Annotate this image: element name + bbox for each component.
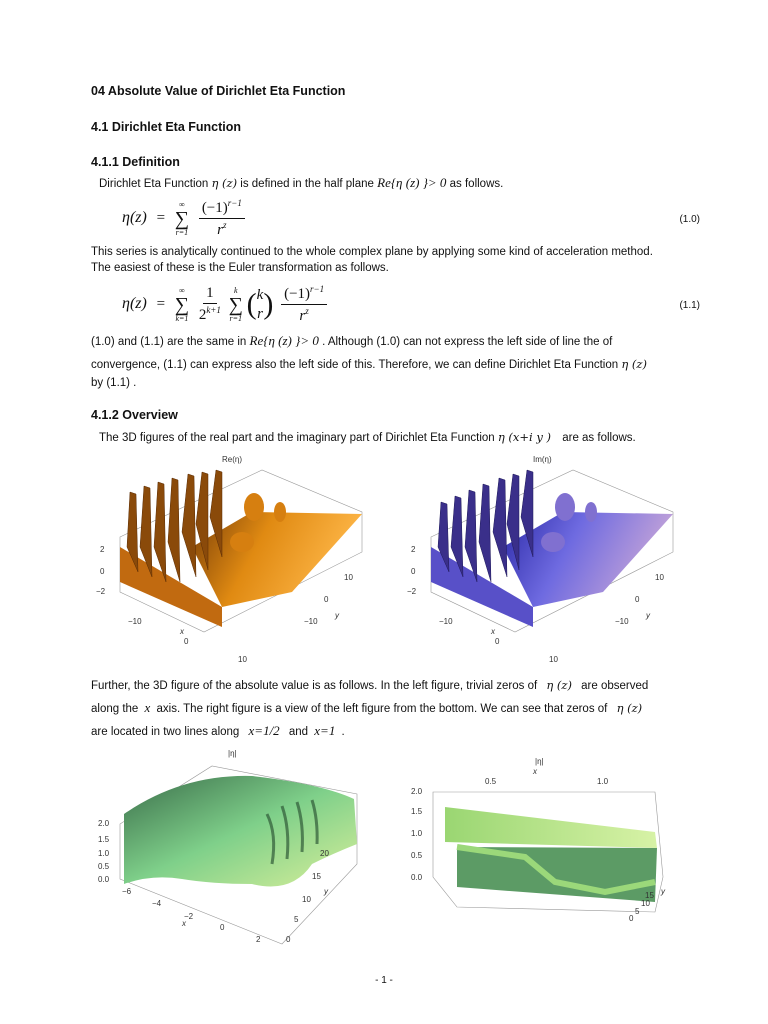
svg-text:15: 15 bbox=[312, 872, 321, 881]
svg-text:−10: −10 bbox=[615, 617, 629, 626]
svg-text:10: 10 bbox=[641, 899, 650, 908]
x-axis-ticks bbox=[122, 887, 261, 944]
z-axis-ticks bbox=[411, 787, 423, 882]
svg-text:1.0: 1.0 bbox=[597, 777, 609, 786]
y-axis-ticks bbox=[304, 573, 353, 626]
svg-text:2.0: 2.0 bbox=[411, 787, 423, 796]
svg-text:0.0: 0.0 bbox=[98, 875, 110, 884]
figure-title: Im(η) bbox=[533, 455, 552, 464]
subsection-heading-overview: 4.1.2 Overview bbox=[91, 408, 178, 422]
svg-text:0: 0 bbox=[629, 914, 634, 922]
svg-text:0: 0 bbox=[635, 595, 640, 604]
svg-text:−2: −2 bbox=[96, 587, 106, 596]
svg-text:0: 0 bbox=[100, 567, 105, 576]
figure-absolute-value-3d bbox=[92, 744, 367, 949]
equation-label-1-0: (1.0) bbox=[679, 214, 700, 225]
summation: ∞ ∑ r=1 bbox=[174, 199, 190, 237]
svg-text:0: 0 bbox=[411, 567, 416, 576]
svg-text:−10: −10 bbox=[304, 617, 318, 626]
svg-text:0.5: 0.5 bbox=[411, 851, 423, 860]
svg-text:x: x bbox=[180, 627, 184, 636]
svg-text:1.0: 1.0 bbox=[98, 849, 110, 858]
figure-title: Re(η) bbox=[222, 455, 243, 464]
svg-text:1.0: 1.0 bbox=[411, 829, 423, 838]
equation-1-0: η(z) = ∞ ∑ r=1 $\frac{(-1)^{r-1}}{r^z}$ bbox=[122, 198, 245, 239]
svg-text:−6: −6 bbox=[122, 887, 132, 896]
svg-text:1.5: 1.5 bbox=[411, 807, 423, 816]
svg-text:10: 10 bbox=[655, 573, 664, 582]
section-heading: 4.1 Dirichlet Eta Function bbox=[91, 120, 242, 134]
svg-text:15: 15 bbox=[645, 891, 654, 900]
svg-text:1.5: 1.5 bbox=[98, 835, 110, 844]
binomial: k r bbox=[256, 286, 264, 322]
svg-text:2: 2 bbox=[256, 935, 261, 944]
svg-text:y: y bbox=[661, 887, 665, 896]
paragraph-absolute-value: Further, the 3D figure of the absolute value is as follows. In the left figure, trivial zeros of η (z) are observed along the x axis. The right figure is a view of the left figure from the bottom. We can see that zeros of η (z) are located in two lines along x=1/2 and x=1 . bbox=[91, 678, 649, 738]
svg-text:x: x bbox=[182, 919, 186, 928]
svg-text:0: 0 bbox=[495, 637, 500, 646]
svg-text:5: 5 bbox=[635, 907, 640, 916]
svg-text:−10: −10 bbox=[439, 617, 453, 626]
svg-text:0: 0 bbox=[324, 595, 329, 604]
svg-text:0: 0 bbox=[184, 637, 189, 646]
svg-text:0.0: 0.0 bbox=[411, 873, 423, 882]
svg-text:0: 0 bbox=[286, 935, 291, 944]
svg-text:10: 10 bbox=[549, 655, 558, 664]
svg-text:−2: −2 bbox=[184, 912, 194, 921]
z-axis-ticks bbox=[98, 819, 110, 884]
eta-z: η (z) bbox=[211, 176, 238, 190]
y-axis-ticks bbox=[615, 573, 664, 626]
z-axis-ticks bbox=[407, 545, 417, 596]
figure-title: |η| bbox=[535, 757, 544, 766]
svg-text:10: 10 bbox=[238, 655, 247, 664]
svg-text:−2: −2 bbox=[407, 587, 417, 596]
subsection-heading-definition: 4.1.1 Definition bbox=[91, 155, 180, 169]
figure-title: |η| bbox=[228, 749, 237, 758]
paragraph-continuation: This series is analytically continued to the whole complex plane by applying some kind of acceleration method. The easiest of these is the Euler transformation as follows. bbox=[91, 246, 653, 274]
svg-text:y: y bbox=[335, 611, 339, 620]
equation-1-1: η(z) = ∞ ∑ k=1 $\frac{1}{2^{k+1}}$ k ∑ r=1 ( k r ) $\frac{(-1)^{r-1}}{r^z}$ bbox=[122, 284, 327, 325]
equation-label-1-1: (1.1) bbox=[679, 300, 700, 311]
figure-absolute-value-bottom-view bbox=[405, 752, 675, 922]
paragraph-equivalence: (1.0) and (1.1) are the same in Re{η (z) }> 0 . Although (1.0) can not express the left side of line the of convergence, (1.1) can express also the left side of this. Therefore, we can define Dirichlet Eta Function η (z) by (1.1) . bbox=[91, 333, 647, 389]
z-axis-ticks bbox=[96, 545, 106, 596]
svg-text:x: x bbox=[491, 627, 495, 636]
svg-text:0: 0 bbox=[220, 923, 225, 932]
svg-text:10: 10 bbox=[302, 895, 311, 904]
svg-text:0.5: 0.5 bbox=[98, 862, 110, 871]
svg-text:y: y bbox=[646, 611, 650, 620]
figure-imaginary-part bbox=[403, 452, 683, 667]
svg-text:2: 2 bbox=[411, 545, 416, 554]
svg-text:2: 2 bbox=[100, 545, 105, 554]
half-plane-condition: Re{η (z) }> 0 bbox=[377, 175, 447, 190]
svg-text:x: x bbox=[533, 767, 537, 776]
svg-text:y: y bbox=[324, 887, 328, 896]
svg-text:10: 10 bbox=[344, 573, 353, 582]
fraction: $\frac{(-1)^{r-1}}{r^z}$ bbox=[199, 198, 245, 239]
svg-text:5: 5 bbox=[294, 915, 299, 924]
svg-text:−10: −10 bbox=[128, 617, 142, 626]
page-number: - 1 - bbox=[375, 975, 393, 986]
definition-text: Dirichlet Eta Function η (z) is defined in the half plane Re{η (z) }> 0 as follows. bbox=[99, 175, 504, 190]
svg-text:20: 20 bbox=[320, 849, 329, 858]
svg-text:0.5: 0.5 bbox=[485, 777, 497, 786]
svg-text:−4: −4 bbox=[152, 899, 162, 908]
overview-text: The 3D figures of the real part and the imaginary part of Dirichlet Eta Function η (x+i y ) are as follows. bbox=[99, 430, 636, 444]
document-title: 04 Absolute Value of Dirichlet Eta Function bbox=[91, 84, 346, 98]
svg-text:2.0: 2.0 bbox=[98, 819, 110, 828]
figure-real-part bbox=[92, 452, 372, 667]
